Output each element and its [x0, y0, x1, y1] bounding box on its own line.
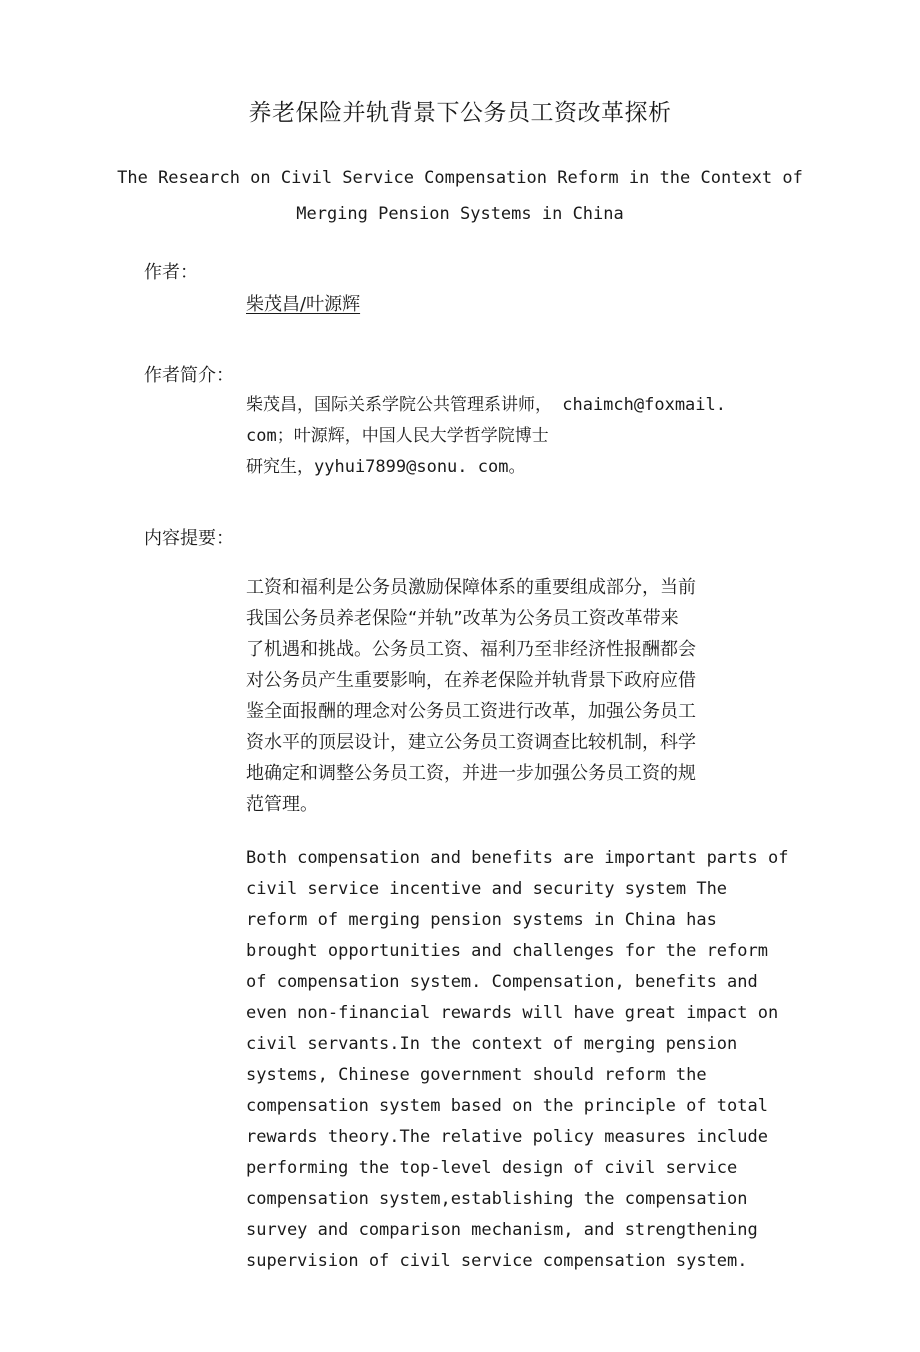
abstract-cn-line: 鉴全面报酬的理念对公务员工资进行改革，加强公务员工: [246, 701, 696, 722]
page-title-chinese: 养老保险并轨背景下公务员工资改革探析: [248, 100, 672, 126]
abstract-en-line: compensation system based on the principle of total: [246, 1096, 768, 1116]
title-english-line-1: The Research on Civil Service Compensation Reform in the Context of: [117, 168, 803, 188]
bio-line: com；叶源辉，中国人民大学哲学院博士: [246, 426, 549, 446]
abstract-cn-line: 资水平的顶层设计，建立公务员工资调查比较机制，科学: [246, 732, 696, 753]
abstract-chinese: [246, 572, 766, 820]
abstract-en-line: reform of merging pension systems in China has: [246, 910, 717, 930]
abstract-english: [246, 843, 806, 1277]
bio-line: 研究生，yyhui7899@sonu. com。: [246, 457, 526, 477]
author-bio: [246, 390, 786, 483]
abstract-label: 内容提要：: [144, 528, 234, 549]
abstract-cn-line: 我国公务员养老保险“并轨”改革为公务员工资改革带来: [246, 608, 679, 629]
abstract-en-line: of compensation system. Compensation, benefits and: [246, 972, 758, 992]
page-title-english: [110, 160, 810, 232]
abstract-en-line: civil servants.In the context of merging pension: [246, 1034, 738, 1054]
abstract-en-line: systems, Chinese government should reform the: [246, 1065, 707, 1085]
abstract-en-line: survey and comparison mechanism, and strengthening: [246, 1220, 758, 1240]
abstract-cn-line: 工资和福利是公务员激励保障体系的重要组成部分，当前: [246, 577, 696, 598]
bio-line: 柴茂昌，国际关系学院公共管理系讲师， chaimch@foxmail.: [246, 395, 726, 415]
authors-link[interactable]: 柴茂昌/叶源辉: [246, 294, 361, 315]
abstract-en-line: even non-financial rewards will have great impact on: [246, 1003, 779, 1023]
abstract-en-line: civil service incentive and security system The: [246, 879, 728, 899]
abstract-en-line: performing the top-level design of civil service: [246, 1158, 738, 1178]
abstract-cn-line: 对公务员产生重要影响，在养老保险并轨背景下政府应借: [246, 670, 696, 691]
abstract-en-line: compensation system,establishing the compensation: [246, 1189, 748, 1209]
abstract-cn-line: 了机遇和挑战。公务员工资、福利乃至非经济性报酬都会: [246, 639, 696, 660]
abstract-cn-line: 范管理。: [246, 794, 318, 815]
abstract-en-line: brought opportunities and challenges for the reform: [246, 941, 768, 961]
authors-label: 作者：: [144, 262, 198, 283]
abstract-cn-line: 地确定和调整公务员工资，并进一步加强公务员工资的规: [246, 763, 696, 784]
author-bio-label: 作者简介：: [144, 365, 234, 386]
abstract-en-line: Both compensation and benefits are important parts of: [246, 848, 789, 868]
title-english-line-2: Merging Pension Systems in China: [296, 204, 624, 224]
abstract-en-line: rewards theory.The relative policy measures include: [246, 1127, 768, 1147]
abstract-en-line: supervision of civil service compensation system.: [246, 1251, 748, 1271]
